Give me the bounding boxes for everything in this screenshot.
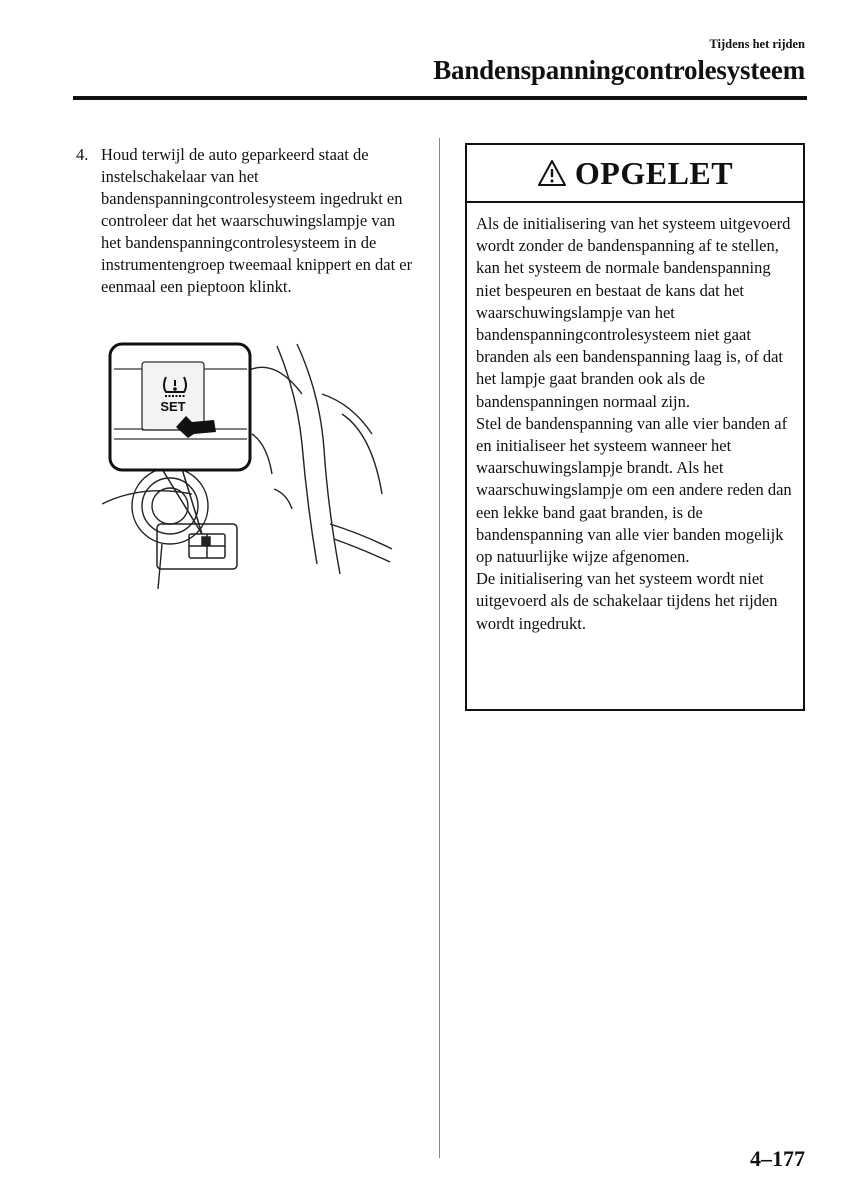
title-rule <box>73 96 807 100</box>
instruction-step <box>76 144 416 298</box>
caution-title: OPGELET <box>574 154 734 191</box>
step-number: 4. <box>76 145 89 164</box>
caution-header <box>467 145 803 203</box>
caution-paragraph-1: Als de initialisering van het systeem uitgevoerd wordt zonder de bandenspanning af te stellen, kan het systeem de normale bandenspanning niet bespeuren en bestaat de kans dat het waarschuwingslampje van het bandenspanningcontrolesysteem niet gaat branden als een bandenspanning laag is, of dat het lampje gaat branden ook als de bandenspanningen normaal zijn. <box>476 214 791 411</box>
section-label: Tijdens het rijden <box>709 37 805 51</box>
warning-triangle-icon <box>537 159 567 187</box>
page-title: Bandenspanningcontrolesysteem <box>433 55 805 85</box>
column-divider <box>439 138 440 1158</box>
set-button-label: SET <box>160 399 186 414</box>
set-switch-illustration <box>102 334 402 596</box>
caution-paragraph-2: Stel de bandenspanning van alle vier banden af en initialiseer het systeem wanneer het waarschuwingslampje brandt. Als het waarschuwingslampje om een andere reden dan een lekke band gaat branden, is de bandenspanning van alle vier banden mogelijk op natuurlijke wijze afgenomen. <box>476 413 792 567</box>
switch-panel-drawing <box>157 524 237 569</box>
page-number: 4–177 <box>750 1146 805 1171</box>
step-text: Houd terwijl de auto geparkeerd staat de instelschakelaar van het bandenspanningcontrolesysteem ingedrukt en controleer dat het waarschuwingslampje van het bandenspanningcontrolesysteem in de instrumentengroep tweemaal knippert en dat er eenmaal een pieptoon klinkt. <box>101 145 413 296</box>
caution-box <box>465 143 805 711</box>
caution-body <box>467 203 803 635</box>
caution-paragraph-3: De initialisering van het systeem wordt niet uitgevoerd als de schakelaar tijdens het rijden wordt ingedrukt. <box>476 569 778 633</box>
